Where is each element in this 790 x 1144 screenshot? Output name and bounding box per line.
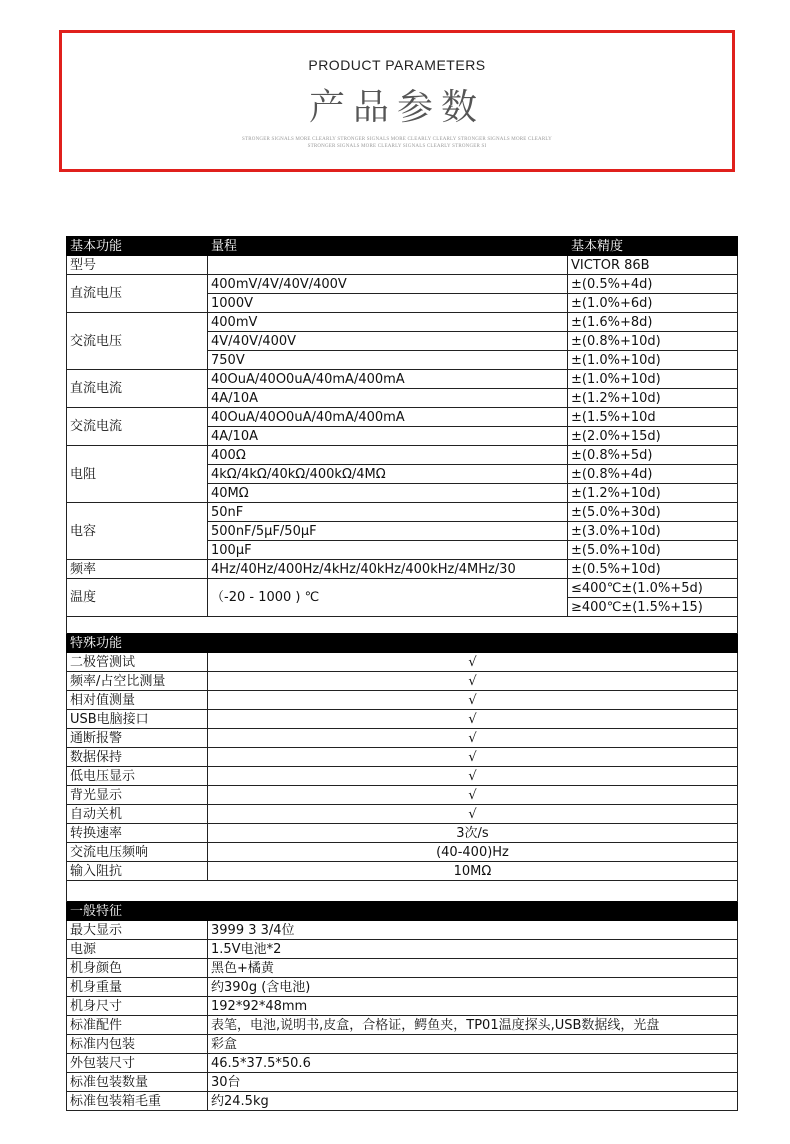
- range-cell: 1000V: [208, 294, 568, 313]
- spec-name: 电源: [67, 940, 208, 959]
- accuracy-cell: ±(5.0%+10d): [568, 541, 738, 560]
- feature-name: 通断报警: [67, 729, 208, 748]
- feature-name: 低电压显示: [67, 767, 208, 786]
- table-row: [67, 275, 738, 294]
- table-row: [67, 672, 738, 691]
- temp-row: [67, 579, 738, 598]
- function-name: 交流电压: [67, 313, 208, 370]
- table-row: [67, 313, 738, 332]
- function-name: 频率: [67, 560, 208, 579]
- feature-value: √: [208, 710, 738, 729]
- feature-value: √: [208, 691, 738, 710]
- table-row: [67, 843, 738, 862]
- table-row: [67, 691, 738, 710]
- feature-name: 二极管测试: [67, 653, 208, 672]
- function-name: 直流电压: [67, 275, 208, 313]
- accuracy-cell: ±(1.0%+10d): [568, 370, 738, 389]
- feature-value: √: [208, 767, 738, 786]
- spec-name: 机身颜色: [67, 959, 208, 978]
- accuracy-cell: ±(1.2%+10d): [568, 389, 738, 408]
- accuracy-cell: ±(1.5%+10d: [568, 408, 738, 427]
- range-cell: 4V/40V/400V: [208, 332, 568, 351]
- special-header-row: [67, 634, 738, 653]
- accuracy-cell: ±(1.2%+10d): [568, 484, 738, 503]
- feature-name: 频率/占空比测量: [67, 672, 208, 691]
- feature-value: √: [208, 748, 738, 767]
- range-cell: 50nF: [208, 503, 568, 522]
- header-fill: [208, 634, 738, 653]
- spec-value: 约24.5kg: [208, 1092, 738, 1111]
- feature-name: 背光显示: [67, 786, 208, 805]
- feature-value: √: [208, 653, 738, 672]
- table-row: [67, 1092, 738, 1111]
- table-row: [67, 1016, 738, 1035]
- function-name: 电容: [67, 503, 208, 560]
- accuracy-cell: ±(0.8%+4d): [568, 465, 738, 484]
- table-row: [67, 710, 738, 729]
- function-name: 交流电流: [67, 408, 208, 446]
- empty-cell: [208, 256, 568, 275]
- function-name: 电阻: [67, 446, 208, 503]
- table-row: [67, 1054, 738, 1073]
- accuracy-cell: ≥400℃±(1.5%+15): [568, 598, 738, 617]
- function-name: 直流电流: [67, 370, 208, 408]
- basic-header-row: [67, 237, 738, 256]
- model-label: 型号: [67, 256, 208, 275]
- feature-name: 自动关机: [67, 805, 208, 824]
- table-row: [67, 805, 738, 824]
- accuracy-cell: ±(0.8%+5d): [568, 446, 738, 465]
- spec-name: 机身重量: [67, 978, 208, 997]
- accuracy-cell: ±(0.5%+10d): [568, 560, 738, 579]
- accuracy-cell: ±(1.0%+10d): [568, 351, 738, 370]
- spec-value: 1.5V电池*2: [208, 940, 738, 959]
- spec-table: [66, 236, 738, 1111]
- range-cell: 500nF/5μF/50μF: [208, 522, 568, 541]
- header-cell: 基本精度: [568, 237, 738, 256]
- accuracy-cell: ±(0.8%+10d): [568, 332, 738, 351]
- spec-name: 最大显示: [67, 921, 208, 940]
- range-cell: 750V: [208, 351, 568, 370]
- range-cell: 400mV/4V/40V/400V: [208, 275, 568, 294]
- accuracy-cell: ±(0.5%+4d): [568, 275, 738, 294]
- range-cell: （-20 - 1000 ) ℃: [208, 579, 568, 617]
- accuracy-cell: ≤400℃±(1.0%+5d): [568, 579, 738, 598]
- feature-name: 转换速率: [67, 824, 208, 843]
- feature-value: 10MΩ: [208, 862, 738, 881]
- feature-value: √: [208, 805, 738, 824]
- table-row: [67, 1035, 738, 1054]
- product-parameters-banner: [59, 30, 735, 172]
- general-header-row: [67, 902, 738, 921]
- range-cell: 40MΩ: [208, 484, 568, 503]
- accuracy-cell: ±(1.6%+8d): [568, 313, 738, 332]
- table-row: [67, 408, 738, 427]
- table-row: [67, 767, 738, 786]
- spacer: [67, 881, 738, 902]
- accuracy-cell: ±(1.0%+6d): [568, 294, 738, 313]
- range-cell: 4kΩ/4kΩ/40kΩ/400kΩ/4MΩ: [208, 465, 568, 484]
- banner-title-en: PRODUCT PARAMETERS: [308, 57, 486, 73]
- feature-name: 交流电压频响: [67, 843, 208, 862]
- section-header: 一般特征: [67, 902, 208, 921]
- spec-value: 表笔，电池,说明书,皮盒，合格证，鳄鱼夹，TP01温度探头,USB数据线，光盘: [208, 1016, 738, 1035]
- header-cell: 量程: [208, 237, 568, 256]
- spec-value: 3999 3 3/4位: [208, 921, 738, 940]
- feature-name: 相对值测量: [67, 691, 208, 710]
- accuracy-cell: ±(2.0%+15d): [568, 427, 738, 446]
- spec-value: 30台: [208, 1073, 738, 1092]
- banner-title-zh: 产品参数: [308, 87, 485, 128]
- feature-name: 输入阻抗: [67, 862, 208, 881]
- spacer-row: [67, 617, 738, 634]
- spec-value: 彩盒: [208, 1035, 738, 1054]
- spec-name: 标准包装箱毛重: [67, 1092, 208, 1111]
- spec-name: 标准配件: [67, 1016, 208, 1035]
- spacer: [67, 617, 738, 634]
- accuracy-cell: ±(5.0%+30d): [568, 503, 738, 522]
- feature-value: (40-400)Hz: [208, 843, 738, 862]
- banner-tagline-1: STRONGER SIGNALS MORE CLEARLY STRONGER SIGNALS MORE CLEARLY CLEARLY STRONGER SIGNALS MORE CLEARLY: [242, 137, 552, 142]
- feature-value: √: [208, 786, 738, 805]
- table-row: [67, 748, 738, 767]
- range-cell: 40OuA/40O0uA/40mA/400mA: [208, 408, 568, 427]
- spec-value: 黑色+橘黄: [208, 959, 738, 978]
- table-row: [67, 921, 738, 940]
- range-cell: 4A/10A: [208, 389, 568, 408]
- spec-name: 标准包装数量: [67, 1073, 208, 1092]
- feature-value: √: [208, 672, 738, 691]
- spacer-row: [67, 881, 738, 902]
- range-cell: 4Hz/40Hz/400Hz/4kHz/40kHz/400kHz/4MHz/30: [208, 560, 568, 579]
- table-row: [67, 786, 738, 805]
- model-value: VICTOR 86B: [568, 256, 738, 275]
- model-row: [67, 256, 738, 275]
- table-row: [67, 862, 738, 881]
- spec-name: 外包装尺寸: [67, 1054, 208, 1073]
- feature-value: 3次/s: [208, 824, 738, 843]
- table-row: [67, 997, 738, 1016]
- feature-value: √: [208, 729, 738, 748]
- range-cell: 4A/10A: [208, 427, 568, 446]
- range-cell: 100μF: [208, 541, 568, 560]
- table-row: [67, 653, 738, 672]
- table-row: [67, 560, 738, 579]
- banner-tagline-2: STRONGER SIGNALS MORE CLEARLY SIGNALS CLEARLY STRONGER SI: [307, 144, 487, 149]
- spec-name: 标准内包装: [67, 1035, 208, 1054]
- table-row: [67, 1073, 738, 1092]
- spec-value: 46.5*37.5*50.6: [208, 1054, 738, 1073]
- range-cell: 400mV: [208, 313, 568, 332]
- banner-tagline: [62, 136, 732, 150]
- section-header: 特殊功能: [67, 634, 208, 653]
- table-row: [67, 978, 738, 997]
- table-row: [67, 370, 738, 389]
- spec-name: 机身尺寸: [67, 997, 208, 1016]
- table-row: [67, 503, 738, 522]
- header-cell: 基本功能: [67, 237, 208, 256]
- range-cell: 40OuA/40O0uA/40mA/400mA: [208, 370, 568, 389]
- table-row: [67, 824, 738, 843]
- table-row: [67, 446, 738, 465]
- function-name: 温度: [67, 579, 208, 617]
- accuracy-cell: ±(3.0%+10d): [568, 522, 738, 541]
- table-row: [67, 959, 738, 978]
- spec-value: 约390g (含电池): [208, 978, 738, 997]
- feature-name: USB电脑接口: [67, 710, 208, 729]
- table-row: [67, 940, 738, 959]
- header-fill: [208, 902, 738, 921]
- table-row: [67, 729, 738, 748]
- spec-value: 192*92*48mm: [208, 997, 738, 1016]
- feature-name: 数据保持: [67, 748, 208, 767]
- range-cell: 400Ω: [208, 446, 568, 465]
